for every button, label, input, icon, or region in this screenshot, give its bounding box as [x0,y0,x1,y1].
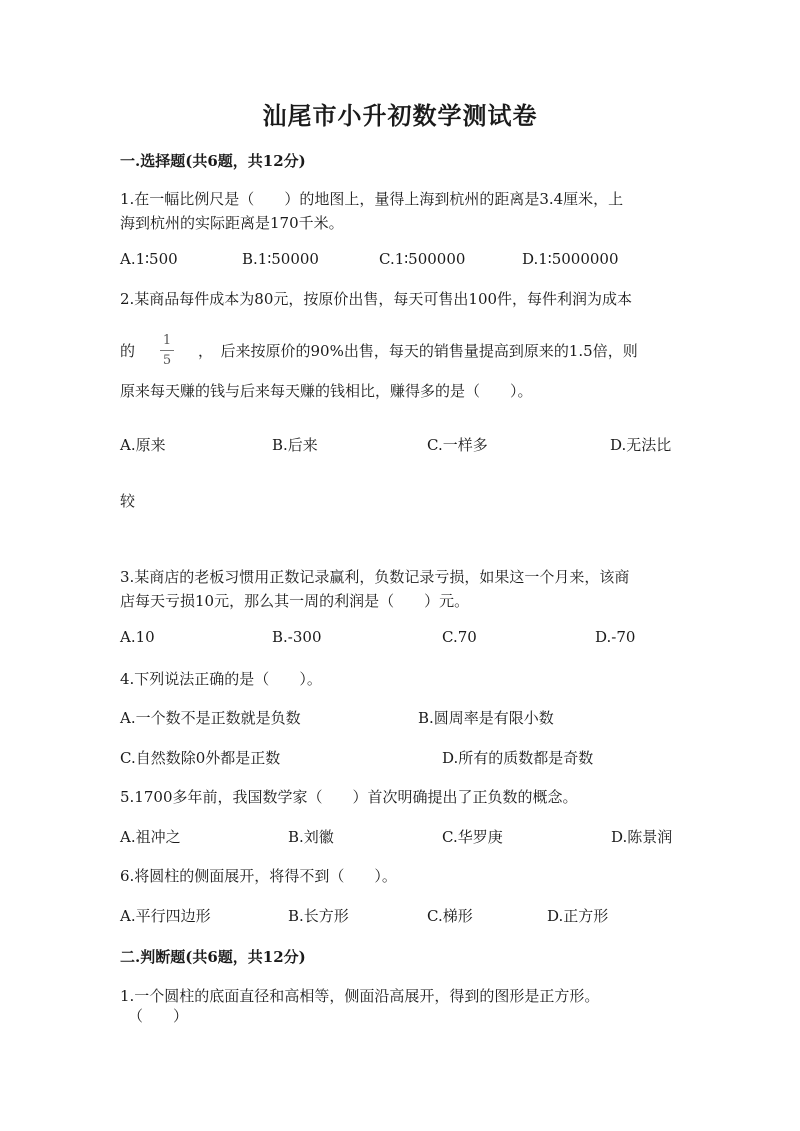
fraction-one-fifth [160,334,174,367]
question-6-option-c: C.梯形 [427,907,473,925]
question-2-line-1: 2.某商品每件成本为80元，按原价出售，每天可售出100件，每件利润为成本 [120,290,633,308]
section-heading-choice: 一.选择题(共6题，共12分) [120,152,306,170]
question-2-option-c: C.一样多 [427,436,488,454]
question-2-option-d-wrap: 较 [120,492,136,510]
question-6-option-a: A.平行四边形 [120,907,211,925]
question-3-option-c: C.70 [442,628,477,646]
question-5-option-b: B.刘徽 [288,828,334,846]
question-3-option-a: A.10 [120,628,155,646]
question-6-line-1: 6.将圆柱的侧面展开，将得不到（ ）。 [120,867,397,885]
question-5-option-a: A.祖冲之 [120,828,181,846]
question-1-option-c: C.1∶500000 [379,250,466,268]
question-2-option-b: B.后来 [272,436,318,454]
question-6-option-b: B.长方形 [288,907,349,925]
question-1-option-d: D.1∶5000000 [522,250,619,268]
question-3-option-b: B.-300 [272,628,322,646]
question-4-option-b: B.圆周率是有限小数 [418,709,554,727]
question-6-option-d: D.正方形 [547,907,609,925]
question-4-option-a: A.一个数不是正数就是负数 [120,709,301,727]
question-4-option-d: D.所有的质数都是奇数 [442,749,594,767]
question-2-line-2-suffix: ， 后来按原价的90%出售，每天的销售量提高到原来的1.5倍，则 [198,342,638,360]
question-5-option-c: C.华罗庚 [442,828,503,846]
question-2-line-2-prefix: 的 [120,342,136,360]
page-title: 汕尾市小升初数学测试卷 [262,101,538,130]
question-5-line-1: 5.1700多年前，我国数学家（ ）首次明确提出了正负数的概念。 [120,788,578,806]
judgement-1-line-1: 1.一个圆柱的底面直径和高相等，侧面沿高展开，得到的图形是正方形。 [120,987,600,1005]
fraction-numerator: 1 [162,333,172,348]
question-1-option-a: A.1∶500 [120,250,178,268]
fraction-denominator: 5 [162,353,172,368]
section-heading-judgement: 二.判断题(共6题，共12分) [120,948,306,966]
fraction-bar [160,350,174,351]
question-5-option-d: D.陈景润 [611,828,673,846]
question-3-line-2: 店每天亏损10元，那么其一周的利润是（ ）元。 [120,592,470,610]
question-4-option-c: C.自然数除0外都是正数 [120,749,281,767]
judgement-1-answer-blank: （ ） [128,1007,189,1025]
question-3-option-d: D.-70 [595,628,636,646]
question-2-option-d: D.无法比 [610,436,672,454]
question-1-option-b: B.1∶50000 [242,250,319,268]
question-1-line-2: 海到杭州的实际距离是170千米。 [120,214,344,232]
question-2-option-a: A.原来 [120,436,166,454]
question-4-line-1: 4.下列说法正确的是（ ）。 [120,670,322,688]
question-3-line-1: 3.某商店的老板习惯用正数记录赢利，负数记录亏损，如果这一个月来，该商 [120,568,630,586]
question-1-line-1: 1.在一幅比例尺是（ ）的地图上，量得上海到杭州的距离是3.4厘米，上 [120,190,624,208]
question-2-line-3: 原来每天赚的钱与后来每天赚的钱相比，赚得多的是（ ）。 [120,382,533,400]
